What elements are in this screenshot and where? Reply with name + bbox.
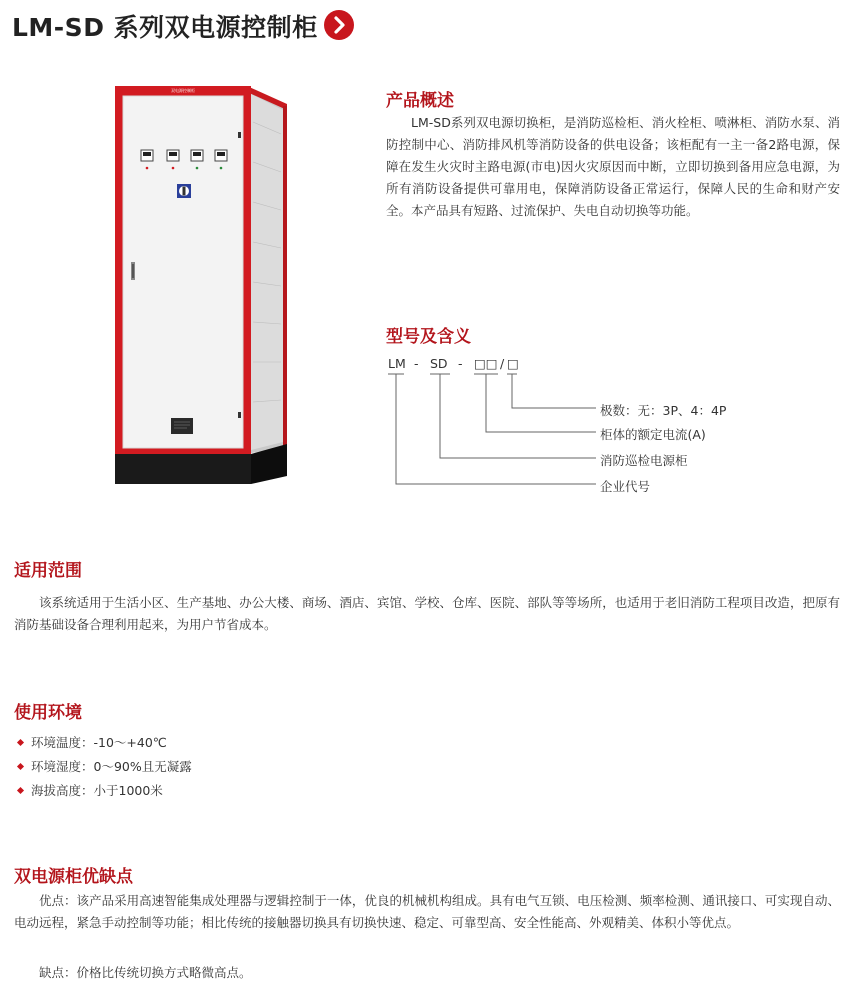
overview-text: LM-SD系列双电源切换柜，是消防巡检柜、消火栓柜、喷淋柜、消防水泵、消防控制中心、消防排风机等消防设备的供电设备；该柜配有一主一备2路电源，保障在发生火灾时主路电源(市电)因火灾原因而中断，立即切换到备用应急电源，为所有消防设备提供可靠用电，保障消防设备正常运行，保障人民的生命和财产安全。本产品具有短路、过流保护、失电自动切换等功能。 <box>386 115 840 218</box>
model-diagram-lines <box>380 372 620 492</box>
model-code-poles: □ <box>507 356 519 371</box>
model-heading: 型号及含义 <box>386 327 471 347</box>
model-code-dash-1: - <box>414 356 419 371</box>
cons-text: 缺点：价格比传统切换方式略微高点。 <box>39 965 252 980</box>
overview-heading: 产品概述 <box>386 91 454 111</box>
scope-heading: 适用范围 <box>14 561 82 581</box>
cabinet-top-label: 双电源控制柜 <box>171 88 195 93</box>
chevron-right-icon[interactable] <box>324 10 354 40</box>
environment-altitude: 海拔高度：小于1000米 <box>31 783 163 798</box>
environment-item <box>16 757 192 775</box>
diamond-bullet-icon <box>17 738 24 745</box>
model-label-current: 柜体的额定电流(A) <box>600 427 706 442</box>
model-code-dash-2: - <box>458 356 463 371</box>
model-label-poles: 极数：无：3P、4：4P <box>600 403 727 418</box>
model-code-lm: LM <box>388 356 406 371</box>
cabinet-image <box>115 82 291 490</box>
model-code-sd: SD <box>430 356 448 371</box>
diamond-bullet-icon <box>17 762 24 769</box>
model-code-current: □□ <box>474 356 498 371</box>
environment-item <box>16 733 167 751</box>
pros-text: 优点：该产品采用高速智能集成处理器与逻辑控制于一体，优良的机械机构组成。具有电气互锁、电压检测、频率检测、通讯接口、可实现自动、电动远程，紧急手动控制等功能；相比传统的接触器切换具有切换快速、稳定、可靠型高、安全性能高、外观精美、体积小等优点。 <box>14 893 840 930</box>
environment-item <box>16 781 163 799</box>
page-title: LM-SD 系列双电源控制柜 <box>12 13 318 42</box>
environment-heading: 使用环境 <box>14 703 82 723</box>
diamond-bullet-icon <box>17 786 24 793</box>
environment-temperature: 环境温度：-10～+40℃ <box>31 735 167 750</box>
model-label-cabinet-type: 消防巡检电源柜 <box>600 453 688 468</box>
model-label-company-code: 企业代号 <box>600 479 651 494</box>
scope-text: 该系统适用于生活小区、生产基地、办公大楼、商场、酒店、宾馆、学校、仓库、医院、部队等等场所，也适用于老旧消防工程项目改造，把原有消防基础设备合理利用起来，为用户节省成本。 <box>14 595 840 632</box>
model-code-slash: / <box>500 356 505 371</box>
environment-humidity: 环境湿度：0～90%且无凝露 <box>31 759 192 774</box>
pros-cons-heading: 双电源柜优缺点 <box>14 867 133 887</box>
